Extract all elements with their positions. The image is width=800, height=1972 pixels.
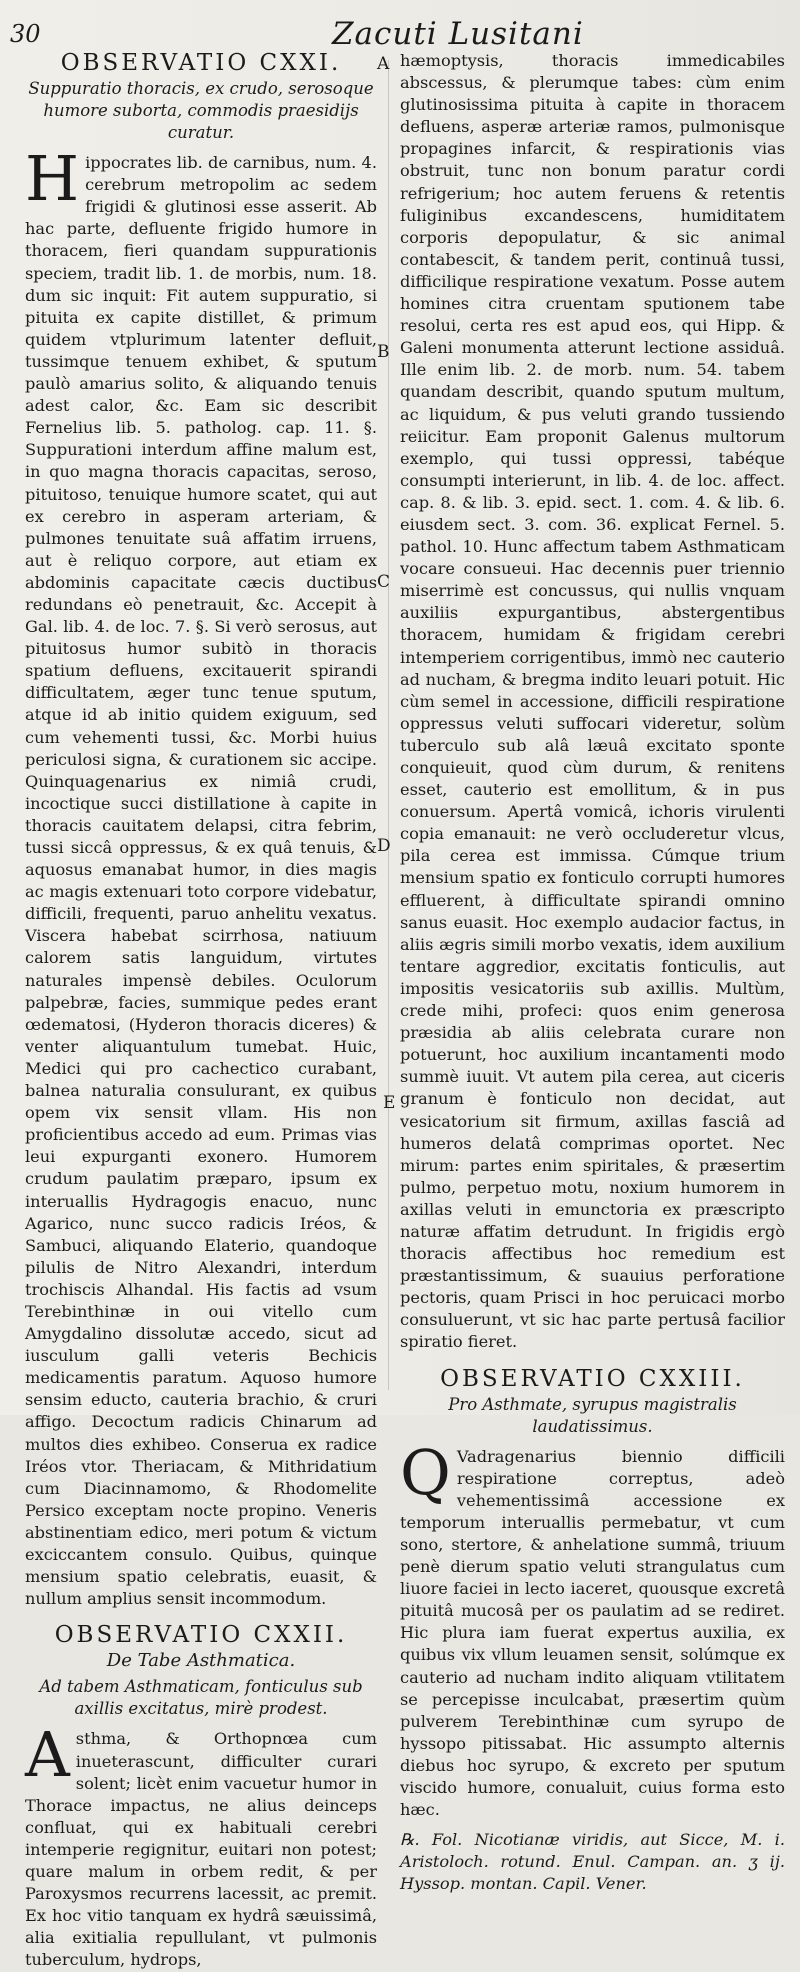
observation-123-summary: Pro Asthmate, syrupus magistralis laudatissimus. [448, 1394, 737, 1436]
dropcap-q: Q [400, 1435, 451, 1509]
observation-121-summary: Suppuratio thoracis, ex crudo, serosoque humore suborta, commodis praesidijs curatur. [28, 79, 374, 143]
margin-letter-e: E [383, 1093, 396, 1113]
dropcap-h: H [25, 142, 80, 216]
observation-122-text: sthma, & Orthopnœa cum inueterascunt, difficulter curari solent; licèt enim vacuetur humor in Thorace impactus, ne alius deinceps confluat, qui ex habituali cerebri intemperie regignitur, euitari non potest; quare malum in orbem redit, & per Paroxysmos recurrens lacessit, ac premit. Ex hoc vitio tanquam ex hydrâ sæuissimâ, alia exitialia repullulant, vt pulmonis tuberculum, hydrops, [25, 1729, 377, 1970]
observation-121-title: OBSERVATIO CXXI. [60, 50, 342, 76]
observation-122-summary: Ad tabem Asthmaticam, fonticulus sub axillis excitatus, mirè prodest. [39, 1677, 363, 1719]
page-number: 30 [10, 20, 41, 48]
observation-121-body [25, 142, 377, 1610]
observation-122-body [25, 1718, 377, 1971]
margin-letter-a: A [377, 54, 390, 74]
left-column [25, 50, 377, 1970]
margin-letter-b: B [377, 342, 390, 362]
page-header [0, 14, 800, 54]
dropcap-a: A [25, 1718, 70, 1792]
observation-122-title: OBSERVATIO CXXII. [54, 1622, 348, 1649]
observation-123-body [400, 1435, 785, 1822]
observation-122-subtitle: De Tabe Asthmatica. [106, 1650, 296, 1672]
recipe-formula: ℞. Fol. Nicotianæ viridis, aut Sicce, M. i. Aristoloch. rotund. Enul. Campan. an. ʒ ij. Hyssop. montan. Capil. Vener. [400, 1830, 785, 1894]
column-gutter [388, 60, 389, 1390]
right-column [400, 50, 785, 1894]
observation-123-title: OBSERVATIO CXXIII. [440, 1365, 745, 1392]
observation-122-continued: hæmoptysis, thoracis immedicabiles abscessus, & plerumque tabes: cùm enim glutinosissima pituita à capite in thoracem defluens, asperæ arteriæ ramos, pulmonisque propagines infarcit, & respirationis vias obstruit, tunc non bonum paratur cordi refrigerium; hoc autem feruens & retentis fuliginibus excandescens, humiditatem corporis depopulatur, & sic animal contabescit, & tandem perit, continuâ tussi, difficilique respiratione vexatum. Posse autem homines citra cruentam sputionem tabe resolui, certa res est apud eos, qui Hipp. & Galeni monumenta atterunt lectione assiduâ. Ille enim lib. 2. de morb. num. 54. tabem quandam describit, quando sputum multum, ac liquidum, & pus veluti grando tussiendo reiicitur. Eam proponit Galenus multorum exemplo, qui tussi oppressi, tabéque consumpti interierunt, in lib. 4. de loc. affect. cap. 8. & lib. 3. epid. sect. 1. com. 4. & lib. 6. eiusdem sect. 3. com. 36. explicat Fernel. 5. pathol. 10. Hunc affectum tabem Asthmaticam vocare consueui. Hac decennis puer triennio miserrimè est concussus, qui nullis vnquam auxiliis expurgantibus, abstergentibus thoracem, humidam & frigidam cerebri intemperiem corrigentibus, immò nec cauterio ad nucham, & bregma indito leuari potuit. Hic cùm semel in accessione, difficili respiratione oppressus veluti suffocari videretur, solùm tuberculo sub alâ læuâ excitato sponte conquieuit, quod cùm durum, & renitens esset, cauterio est emollitum, & in pus conuersum. Apertâ vomicâ, ichoris virulenti copia emanauit: ne verò occluderetur vlcus, pila cerea est immissa. Cúmque trium mensium spatio ex fonticulo corrupti humores effluerent, à difficultate spirandi omnino sanus euasit. Hoc exemplo audacior factus, in aliis ægris simili morbo vexatis, idem auxilium tentare aggredior, excitatis fonticulis, aut impositis vesicatoriis sub axillis. Multùm, crede mihi, profeci: quos enim generosa præsidia ab aliis celebrata curare non potuerunt, hoc auxilium incantamenti modo summè iuuit. Vt autem pila cerea, aut ciceris granum è fonticulo non decidat, aut vesicatorium sit firmum, axillas fasciâ ad humeros delatâ comprimas oportet. Nec mirum: partes enim spiritales, & præsertim pulmo, perpetuo motu, noxium humorem in axillas veluti in emunctoria ex præscripto naturæ affatim detrudunt. In frigidis ergò thoracis affectibus hoc remedium est præstantissimum, & suauius perforatione pectoris, quam Prisci in hoc peruicaci morbo consuluerunt, vt sic hac parte pertusâ facilior spiratio fieret. [400, 51, 785, 1352]
running-head: Zacuti Lusitani [332, 16, 584, 52]
observation-123-text: Vadragenarius biennio difficili respiratione correptus, adeò vehementissimâ accessione ex temporum interuallis permebatur, vt cum sono, stertore, & anhelatione summâ, triuum penè dierum spatio veluti strangulatus cum liuore faciei in lecto iaceret, quousque excretâ pituitâ mucosâ per os paulatim ad se rediret. Hic plura iam fuerat expertus auxilia, ex quibus vix vllum leuamen sensit, solúmque ex cauterio ad nucham indito aliquam vtilitatem se percepisse inculcabat, præsertim quùm pulverem Terebinthinæ cum syrupo de hyssopo pitissabat. Hic assumpto alternis diebus hoc syrupo, & excreto per sputum viscido humore, conualuit, cuius forma esto hæc. [400, 1446, 785, 1820]
margin-letter-c: C [377, 572, 391, 592]
margin-letter-d: D [377, 836, 391, 856]
observation-121-text: ippocrates lib. de carnibus, num. 4. cerebrum metropolim ac sedem frigidi & glutinosi esse asserit. Ab hac parte, defluente frigido humore in thoracem, fieri quandam suppurationis speciem, tradit lib. 1. de morbis, num. 18. dum sic inquit: Fit autem suppuratio, si pituita ex capite distillet, & primum quidem vtplurimum latenter defluit, tussimque tenuem exhibet, & sputum paulò amarius solito, & aliquando tenuis adest calor, &c. Eam sic describit Fernelius lib. 5. patholog. cap. 11. §. Suppurationi interdum affine malum est, in quo magna thoracis capacitas, seroso, pituitoso, tenuique humore scatet, qui aut ex cerebro in asperam arteriam, & pulmones tenuitate suâ affatim irruens, aut è reliquo corpore, aut etiam ex abdominis capacitate cæcis ductibus redundans eò penetrauit, &c. Accepit à Gal. lib. 4. de loc. 7. §. Si verò serosus, aut pituitosus humor subitò in thoracis spatium defluens, excitauerit spirandi difficultatem, æger tunc tenue sputum, atque id ab initio quidem exiguum, sed cum vehementi tussi, &c. Morbi huius periculosi signa, & curationem sic accipe. Quinquagenarius ex nimiâ crudi, incoctique succi distillatione à capite in thoracis cauitatem delapsi, citra febrim, tussi siccâ oppressus, & ex quâ tenuis, & aquosus emanabat humor, in dies magis ac magis extenuari toto corpore videbatur, difficili, frequenti, paruo anhelitu vexatus. Viscera habebat scirrhosa, natiuum calorem satis languidum, virtutes naturales impensè debiles. Oculorum palpebræ, facies, summique pedes erant œdematosi, (Hyderon thoracis diceres) & venter aliquantulum tumebat. Huic, Medici qui pro cachecticо curabant, balnea naturalia consulurant, ex quibus opem vix sensit vllam. His non proficientibus accedo ad eum. Primas vias leui expurganti exonero. Humorem crudum paulatim præparo, ipsum ex interuallis Hydragogis enacuo, nunc Agarico, nunc succo radicis Iréos, & Sambuci, aliquando Elaterio, quandoque pilulis de Nitro Alexandri, interdum trochiscis Alhandal. His factis ad vsum Terebinthinæ in oui vitello cum Amygdalino dissolutæ accedo, sicut ad iusculum galli veteris Bechicis medicamentis paratum. Aquoso humore sensim educto, cauteria brachio, & cruri affigo. Decoctum radicis Chinarum ad multos dies exhibeo. Conserua ex radice Iréos vtor. Theriacam, & Mithridatium cum Diacinnamomo, & Rhodomelite Persico exceptam nocte propino. Veneris abstinentiam edico, meri potum & victum exciccantem consulo. Quibus, quinque mensium spatio celebratis, euasit, & nullum amplius sensit incommodum. [25, 153, 377, 1609]
